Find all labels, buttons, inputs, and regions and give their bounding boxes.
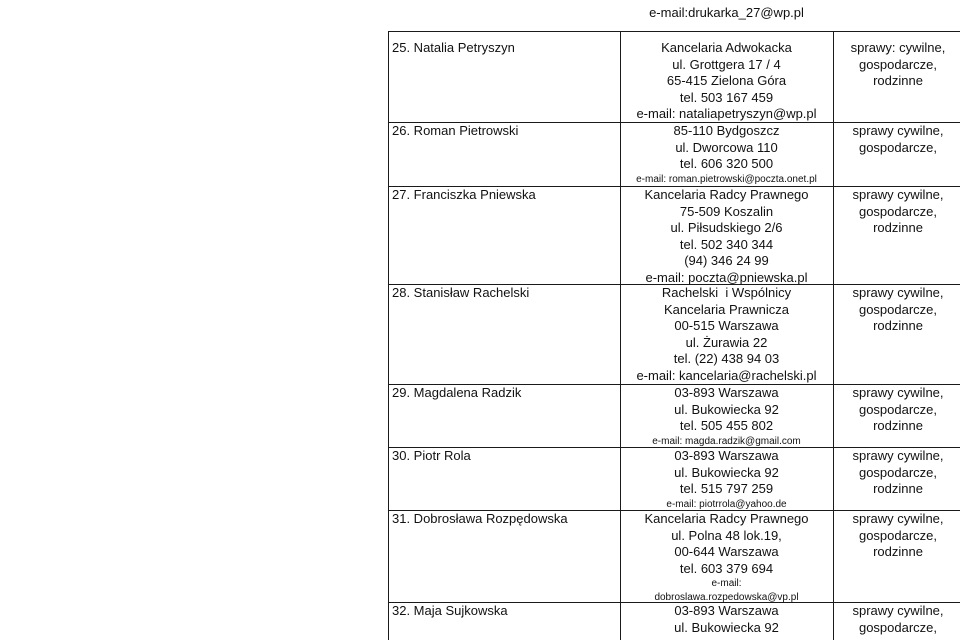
contact-line: 03-893 Warszawa [674,603,779,618]
mediator-name: 29. Magdalena Radzik [392,385,522,400]
contact-line: 00-644 Warszawa [674,544,779,559]
contact-line: (94) 346 24 99 [684,253,769,268]
mediator-name: 31. Dobrosława Rozpędowska [392,511,568,526]
contact-cell [620,186,833,286]
scope-line: gospodarcze, [858,401,938,417]
contact-line: ul. Bukowiecka 92 [674,464,779,480]
table-row [388,122,960,186]
contact-line: tel. 505 455 802 [679,418,774,433]
contact-cell [620,31,833,123]
table-row [388,447,960,510]
contact-email: e-mail: roman.pietrowski@poczta.onet.pl [636,173,817,185]
scope-line: sprawy cywilne, [852,187,944,202]
name-cell [388,186,620,204]
contact-cell [620,284,833,384]
scope-line: sprawy cywilne, [852,603,944,618]
contact-email: e-mail: piotrrola@yahoo.de [666,498,787,510]
scope-cell [833,186,960,237]
scope-line: gospodarcze, [858,464,938,480]
scope-line: gospodarcze, [858,619,938,635]
scope-cell [833,447,960,498]
contact-line: ul. Polna 48 lok.19, [671,527,782,543]
scope-line: gospodarcze, [858,301,938,317]
contact-email: e-mail: magda.radzik@gmail.com [652,435,801,447]
contact-line: 75-509 Koszalin [679,203,774,219]
scope-line: sprawy cywilne, [852,385,944,400]
contact-cell [620,122,833,187]
table-row [388,186,960,284]
name-cell [388,31,620,57]
scope-line: rodzinne [873,418,923,433]
scope-line: sprawy cywilne, [852,511,944,526]
scope-line: rodzinne [873,544,923,559]
scope-line: rodzinne [873,73,923,88]
contact-line: Kancelaria Adwokacka [661,40,792,55]
contact-line: Rachelski i Wspólnicy [661,285,792,300]
scope-cell [833,31,960,90]
contact-line: 85-110 Bydgoszcz [673,123,780,138]
contact-line: ul. Piłsudskiego 2/6 [670,220,783,235]
scope-line: sprawy cywilne, [852,285,944,300]
contact-cell [620,602,833,636]
contact-line: Kancelaria Radcy Prawnego [644,187,809,202]
contact-line: ul. Dworcowa 110 [675,139,778,155]
scope-line: rodzinne [873,318,923,333]
scope-cell [833,510,960,561]
contact-line: Kancelaria Radcy Prawnego [644,511,809,526]
table-row [388,510,960,602]
scope-line: gospodarcze, [858,139,938,155]
contact-line: ul. Bukowiecka 92 [674,619,779,635]
contact-cell [620,510,833,605]
contact-line: 03-893 Warszawa [674,385,779,400]
contact-line: tel. 502 340 344 [679,236,774,252]
mediator-name: 26. Roman Pietrowski [392,123,519,138]
contact-line: 03-893 Warszawa [674,448,779,463]
contact-email: dobroslawa.rozpedowska@vp.pl [654,592,799,603]
table-row [388,384,960,447]
contact-cell [620,447,833,512]
contact-email-label: e-mail: [711,578,742,589]
scope-cell [833,122,960,156]
contact-email: e-mail:drukarka_27@wp.pl [649,5,804,20]
scope-cell [833,602,960,636]
scope-cell [833,384,960,435]
contact-line: ul. Grottgera 17 / 4 [672,56,781,72]
name-cell [388,384,620,402]
name-cell [388,122,620,140]
contact-line: ul. Bukowiecka 92 [674,401,779,417]
contact-email: e-mail: nataliapetryszyn@wp.pl [636,106,817,121]
scope-cell [833,284,960,335]
scope-line: gospodarcze, [858,527,938,543]
mediator-name: 30. Piotr Rola [392,448,471,463]
scope-line: gospodarcze, [858,56,938,72]
contact-line: ul. Żurawia 22 [685,334,768,350]
scope-line: sprawy cywilne, [852,123,944,138]
scope-line: sprawy cywilne, [852,448,944,463]
name-cell [388,510,620,528]
mediator-name: 32. Maja Sujkowska [392,603,508,618]
name-cell [388,602,620,620]
scope-line: rodzinne [873,481,923,496]
table-row [388,284,960,384]
contact-line: Kancelaria Prawnicza [663,301,789,317]
contact-line: 00-515 Warszawa [674,318,779,333]
mediator-name: 27. Franciszka Pniewska [392,187,536,202]
name-cell [388,284,620,302]
contact-line: tel. 603 379 694 [679,560,774,576]
contact-line: tel. 515 797 259 [679,481,774,496]
contact-line: tel. (22) 438 94 03 [673,351,780,366]
contact-line: 65-415 Zielona Góra [666,73,787,88]
mediator-name: 25. Natalia Petryszyn [392,40,515,55]
mediator-name: 28. Stanisław Rachelski [392,285,530,300]
contact-email: e-mail: kancelaria@rachelski.pl [636,367,817,383]
contact-line: tel. 606 320 500 [679,156,774,171]
name-cell [388,447,620,465]
scope-line: sprawy: cywilne, [850,40,946,55]
contact-cell [620,384,833,449]
contact-email: e-mail: poczta@pniewska.pl [645,269,808,285]
scope-line: gospodarcze, [858,203,938,219]
scope-line: rodzinne [873,220,923,235]
contact-line: tel. 503 167 459 [679,89,774,105]
table-row [388,602,960,640]
table-row [388,31,960,122]
